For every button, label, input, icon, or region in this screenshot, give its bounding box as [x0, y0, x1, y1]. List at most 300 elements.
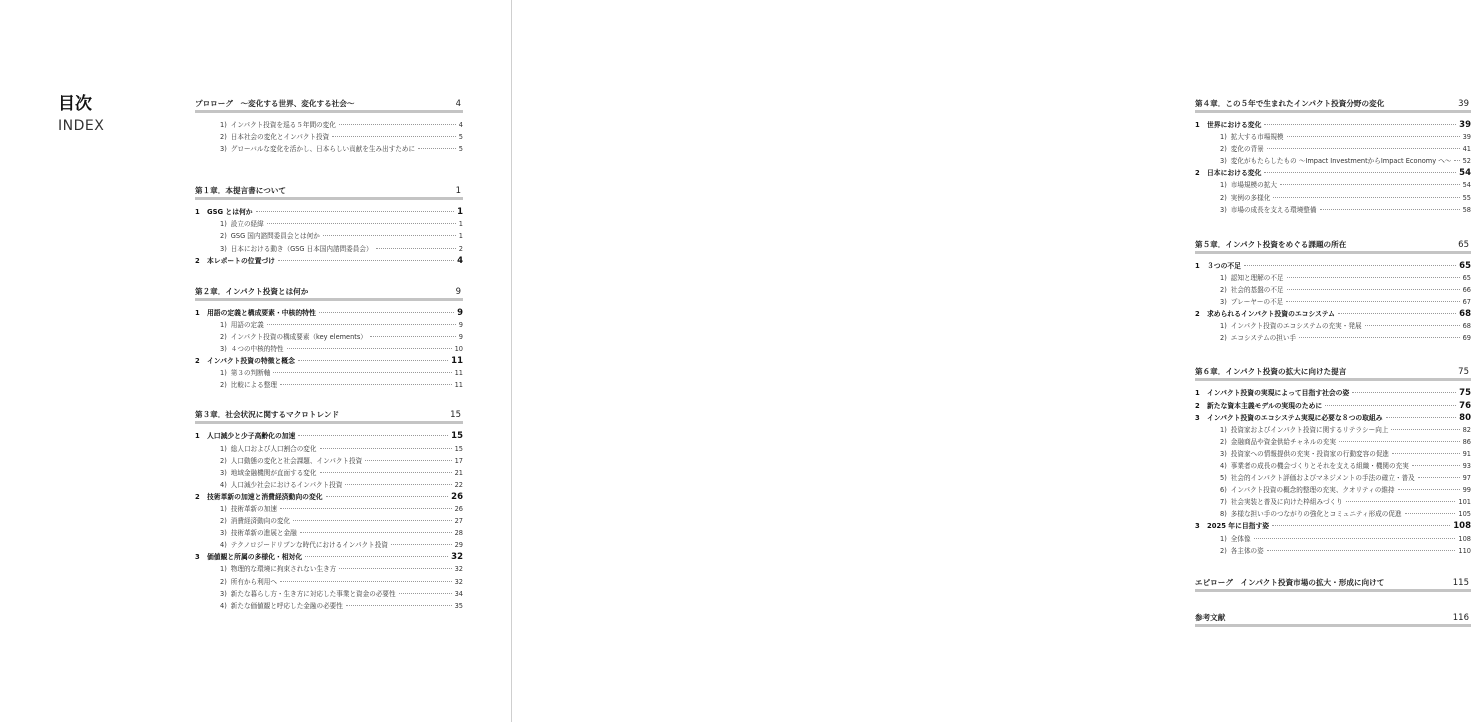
chapter-page-number: 116: [1452, 612, 1469, 623]
entry-label: [1220, 179, 1277, 191]
chapter-heading[interactable]: [195, 183, 463, 200]
entry-page-number: 39: [1462, 133, 1471, 142]
entry-label: [220, 218, 264, 230]
entry-page-number: 17: [454, 456, 463, 465]
dot-leader: [1405, 513, 1456, 514]
toc-entry-subsection[interactable]: [195, 218, 463, 230]
toc-section: [1195, 364, 1471, 556]
dot-leader: [300, 532, 452, 533]
entry-number: 3: [1195, 522, 1200, 531]
toc-entry-section[interactable]: [1195, 260, 1471, 272]
entry-number: 4): [220, 601, 227, 610]
entry-label: [1220, 448, 1389, 460]
toc-entry-subsection[interactable]: [1195, 436, 1471, 448]
chapter-heading[interactable]: [1195, 364, 1471, 381]
entry-page-number: 34: [454, 589, 463, 598]
entry-label: [1220, 436, 1336, 448]
chapter-heading[interactable]: [195, 284, 463, 301]
entry-number: 2): [220, 133, 227, 142]
toc-entry-section[interactable]: [1195, 167, 1471, 179]
chapter-heading[interactable]: [195, 407, 463, 424]
entry-label: [220, 379, 277, 391]
chapter-title: プロローグ 〜変化する世界、変化する社会〜: [195, 99, 355, 108]
entry-page-number: 82: [1462, 425, 1471, 434]
toc-entry-subsection[interactable]: [1195, 545, 1471, 557]
entry-title: 消費経済動向の変化: [230, 517, 291, 526]
entry-number: 2: [195, 492, 200, 501]
entry-number: 1: [195, 208, 200, 217]
entry-number: 3): [1220, 157, 1227, 166]
entry-number: 3): [220, 468, 227, 477]
entry-title: 金融商品や資金供給チャネルの充実: [1230, 437, 1337, 446]
entry-label: [1220, 484, 1395, 496]
toc-entry-subsection[interactable]: [1195, 472, 1471, 484]
entry-title: 日本における変化: [1207, 169, 1262, 178]
toc-entry-subsection[interactable]: [195, 527, 463, 539]
dot-leader: [418, 148, 456, 149]
entry-page-number: 26: [454, 504, 463, 513]
chapter-title: 参考文献: [1195, 612, 1226, 622]
dot-leader: [339, 568, 451, 569]
entry-number: 2: [195, 256, 200, 265]
entry-page-number: 101: [1458, 498, 1471, 507]
dot-leader: [319, 312, 454, 313]
toc-entry-subsection[interactable]: [1195, 448, 1471, 460]
entry-label: [220, 343, 284, 355]
dot-leader: [1365, 325, 1460, 326]
entry-number: 2): [220, 456, 227, 465]
entry-number: 2): [220, 232, 227, 241]
entry-title: 各主体の姿: [1230, 546, 1264, 555]
dot-leader: [391, 544, 452, 545]
entry-number: 3): [1220, 298, 1227, 307]
entry-title: 実例の多様化: [1230, 193, 1271, 202]
toc-entry-section[interactable]: [1195, 400, 1471, 412]
toc-entry-section[interactable]: [195, 430, 463, 442]
dot-leader: [1392, 453, 1460, 454]
entry-label: [1195, 167, 1261, 179]
entry-title: GSG 国内諮問委員会とは何か: [230, 232, 320, 241]
entry-number: 1: [1195, 389, 1200, 398]
entry-number: 1): [220, 565, 227, 574]
dot-leader: [267, 223, 456, 224]
entry-title: 人口減少と少子高齢化の加速: [207, 432, 296, 441]
entry-label: [1220, 545, 1264, 557]
entry-number: 2): [1220, 285, 1227, 294]
entry-title: 日本社会の変化とインパクト投資: [230, 133, 330, 142]
entry-label: [1220, 204, 1317, 216]
toc-entry-subsection[interactable]: [195, 467, 463, 479]
toc-section: [1195, 575, 1471, 592]
entry-number: 2: [1195, 169, 1200, 178]
dot-leader: [1267, 148, 1460, 149]
entry-number: 2: [195, 357, 200, 366]
toc-entries: [195, 301, 463, 392]
entry-label: [220, 119, 336, 131]
entry-label: [1220, 508, 1402, 520]
entry-page-number: 32: [454, 577, 463, 586]
entry-label: [195, 206, 253, 218]
entry-label: [1220, 272, 1284, 284]
toc-entry-subsection[interactable]: [1195, 179, 1471, 191]
entry-number: 3): [220, 529, 227, 538]
entry-title: 市場の成長を支える環境整備: [1230, 205, 1317, 214]
dot-leader: [1264, 124, 1456, 125]
entry-label: [220, 576, 277, 588]
entry-page-number: 32: [451, 552, 463, 563]
toc-entry-subsection[interactable]: [1195, 131, 1471, 143]
toc-entry-subsection[interactable]: [195, 515, 463, 527]
toc-subtitle: INDEX: [58, 118, 105, 134]
chapter-page-number: 4: [455, 99, 461, 109]
toc-entry-subsection[interactable]: [1195, 460, 1471, 472]
right-toc-column: [1195, 96, 1471, 627]
entry-page-number: 54: [1459, 168, 1471, 179]
toc-entries: [195, 200, 463, 266]
dot-leader: [278, 260, 454, 261]
entry-title: 市場規模の拡大: [1230, 181, 1277, 190]
toc-entry-subsection[interactable]: [195, 131, 463, 143]
dot-leader: [298, 360, 448, 361]
dot-leader: [326, 496, 449, 497]
entry-number: 1: [195, 308, 200, 317]
toc-entry-subsection[interactable]: [1195, 320, 1471, 332]
entry-page-number: 1: [457, 207, 463, 218]
entry-title: インパクト投資を巡る５年間の変化: [230, 121, 336, 129]
toc-entry-section[interactable]: [1195, 520, 1471, 532]
toc-entry-subsection[interactable]: [1195, 332, 1471, 344]
entry-label: [220, 455, 362, 467]
entry-page-number: 75: [1459, 388, 1471, 399]
chapter-heading[interactable]: [1195, 610, 1471, 627]
entry-number: 1): [1220, 425, 1227, 434]
entry-title: 世界における変化: [1207, 121, 1262, 129]
entry-page-number: 1: [458, 232, 463, 241]
entry-number: 2): [220, 381, 227, 390]
toc-entry-subsection[interactable]: [195, 600, 463, 612]
entry-page-number: 69: [1462, 334, 1471, 343]
toc-entry-section[interactable]: [195, 355, 463, 367]
entry-number: 2): [220, 332, 227, 341]
chapter-heading[interactable]: [195, 96, 463, 113]
entry-title: 変化の背景: [1230, 145, 1264, 154]
toc-entry-subsection[interactable]: [195, 588, 463, 600]
dot-leader: [280, 581, 452, 582]
dot-leader: [370, 336, 456, 337]
chapter-page-number: 39: [1458, 99, 1469, 109]
entry-title: 総人口および人口割合の変化: [230, 444, 317, 453]
toc-entry-section[interactable]: [195, 551, 463, 563]
toc-entry-subsection[interactable]: [1195, 284, 1471, 296]
entry-label: [220, 367, 270, 379]
entry-title: 変化がもたらしたもの 〜Impact InvestmentからImpact Economy へ〜: [1230, 157, 1452, 166]
entry-number: 1): [220, 369, 227, 378]
dot-leader: [399, 593, 452, 594]
entry-page-number: 15: [454, 444, 463, 453]
entry-page-number: 5: [458, 145, 463, 154]
entry-label: [1220, 192, 1270, 204]
dot-leader: [323, 235, 456, 236]
entry-title: ４つの中核的特性: [230, 345, 284, 354]
entry-label: [1220, 460, 1409, 472]
toc-entry-subsection[interactable]: [195, 576, 463, 588]
toc-entry-section[interactable]: [195, 307, 463, 319]
entry-title: エコシステムの担い手: [1230, 334, 1297, 343]
entry-number: 3): [1220, 205, 1227, 214]
chapter-heading[interactable]: [1195, 96, 1471, 113]
dot-leader: [1412, 465, 1460, 466]
entry-page-number: 4: [458, 121, 463, 129]
toc-entry-subsection[interactable]: [195, 379, 463, 391]
entry-label: [195, 430, 295, 442]
left-toc-column: [195, 96, 463, 612]
entry-page-number: 58: [1462, 205, 1471, 214]
entry-number: 3): [220, 345, 227, 354]
entry-label: [1220, 533, 1251, 545]
entry-page-number: 39: [1459, 120, 1471, 130]
entry-label: [1195, 412, 1383, 424]
entry-number: 1): [1220, 273, 1227, 282]
toc-entry-section[interactable]: [195, 491, 463, 503]
entry-label: [220, 230, 320, 242]
entry-title: 価値観と所属の多様化・相対化: [207, 553, 303, 562]
entry-title: GSG とは何か: [207, 208, 253, 217]
entry-label: [1220, 143, 1264, 155]
entry-page-number: 35: [454, 601, 463, 610]
entry-title: インパクト投資のエコシステムの充実・発展: [1230, 322, 1362, 331]
toc-entries: [195, 424, 463, 611]
dot-leader: [1398, 489, 1460, 490]
entry-number: 3: [1195, 413, 1200, 422]
toc-entry-subsection[interactable]: [1195, 424, 1471, 436]
entry-label: [220, 479, 342, 491]
entry-title: 技術革新の加速と消費経済動向の変化: [207, 492, 323, 501]
entry-label: [220, 588, 396, 600]
entry-number: 2): [1220, 145, 1227, 154]
toc-section: [1195, 610, 1471, 627]
toc-entry-subsection[interactable]: [195, 143, 463, 155]
chapter-title: 第６章．インパクト投資の拡大に向けた提言: [1195, 367, 1347, 377]
entry-number: 4): [1220, 461, 1227, 470]
entry-title: 新たな価値観と呼応した金融の必要性: [230, 601, 343, 610]
dot-leader: [267, 324, 456, 325]
entry-title: 新たな暮らし方・生き方に対応した事業と資金の必要性: [230, 589, 396, 598]
entry-number: 2): [220, 517, 227, 526]
toc-entry-subsection[interactable]: [195, 503, 463, 515]
chapter-heading[interactable]: [1195, 237, 1471, 254]
toc-section: [195, 183, 463, 266]
toc-entry-subsection[interactable]: [195, 119, 463, 131]
toc-entry-subsection[interactable]: [1195, 508, 1471, 520]
toc-section: [195, 96, 463, 155]
entry-title: インパクト投資の特徴と概念: [207, 357, 295, 366]
entry-page-number: 9: [458, 332, 463, 341]
entry-title: 本レポートの位置づけ: [207, 256, 275, 265]
entry-title: 社会的インパクト評価およびマネジメントの手法の確立・普及: [1230, 474, 1415, 483]
toc-entry-section[interactable]: [1195, 308, 1471, 320]
entry-label: [220, 243, 373, 255]
dot-leader: [1254, 538, 1456, 539]
entry-page-number: 15: [451, 431, 463, 442]
dot-leader: [1418, 477, 1460, 478]
dot-leader: [332, 136, 456, 137]
entry-title: 技術革新の進展と金融: [230, 529, 297, 538]
dot-leader: [320, 472, 452, 473]
chapter-title: 第５章．インパクト投資をめぐる課題の所在: [1195, 239, 1347, 249]
dot-leader: [298, 435, 448, 436]
entry-label: [1195, 260, 1241, 272]
entry-title: 人口動態の変化と社会課題、インパクト投資: [230, 456, 363, 465]
entry-title: 社会実装と普及に向けた枠組みづくり: [1230, 498, 1343, 507]
chapter-title: 第４章．この５年で生まれたインパクト投資分野の変化: [1195, 99, 1385, 108]
dot-leader: [1280, 184, 1460, 185]
entry-title: 日本における動き（GSG 日本国内諮問委員会）: [230, 244, 373, 253]
entry-page-number: 9: [457, 307, 463, 318]
entry-label: [1220, 296, 1283, 308]
chapter-page-number: 9: [455, 286, 461, 297]
entry-number: 1: [1195, 261, 1200, 270]
entry-page-number: 65: [1459, 260, 1471, 271]
entry-page-number: 26: [451, 491, 463, 502]
entry-page-number: 2: [458, 244, 463, 253]
toc-entry-subsection[interactable]: [195, 343, 463, 355]
toc-entries: [1195, 381, 1471, 556]
entry-label: [1220, 131, 1284, 143]
entry-page-number: 91: [1462, 449, 1471, 458]
toc-entry-subsection[interactable]: [195, 230, 463, 242]
dot-leader: [1286, 301, 1459, 302]
entry-label: [1220, 284, 1284, 296]
entry-number: 1): [1220, 322, 1227, 331]
toc-entry-subsection[interactable]: [195, 539, 463, 551]
dot-leader: [1272, 525, 1450, 526]
entry-page-number: 28: [454, 529, 463, 538]
toc-entry-subsection[interactable]: [195, 479, 463, 491]
entry-title: 比較による整理: [230, 381, 277, 390]
entry-page-number: 29: [454, 541, 463, 550]
toc-entry-subsection[interactable]: [1195, 272, 1471, 284]
toc-entry-subsection[interactable]: [195, 331, 463, 343]
entry-page-number: 97: [1462, 474, 1471, 483]
dot-leader: [345, 484, 451, 485]
dot-leader: [320, 448, 452, 449]
toc-entry-subsection[interactable]: [1195, 496, 1471, 508]
entry-page-number: 86: [1462, 437, 1471, 446]
toc-entries: [195, 113, 463, 155]
entry-title: 2025 年に目指す姿: [1207, 522, 1270, 531]
toc-entry-subsection[interactable]: [1195, 192, 1471, 204]
entry-title: 認知と理解の不足: [1230, 273, 1284, 282]
toc-entry-subsection[interactable]: [195, 319, 463, 331]
toc-entry-subsection[interactable]: [1195, 484, 1471, 496]
entry-label: [1220, 496, 1343, 508]
entry-title: 用語の定義: [230, 320, 264, 329]
entry-page-number: 21: [454, 468, 463, 477]
chapter-heading[interactable]: [1195, 575, 1471, 592]
entry-page-number: 22: [454, 480, 463, 489]
toc-entry-subsection[interactable]: [195, 563, 463, 575]
chapter-title: 第３章．社会状況に関するマクロトレンド: [195, 410, 340, 420]
toc-entry-subsection[interactable]: [195, 367, 463, 379]
toc-entry-subsection[interactable]: [1195, 143, 1471, 155]
dot-leader: [1346, 501, 1456, 502]
toc-entry-section[interactable]: [195, 255, 463, 267]
dot-leader: [256, 211, 454, 212]
dot-leader: [1386, 417, 1457, 418]
entry-number: 4): [220, 480, 227, 489]
toc-entry-subsection[interactable]: [1195, 296, 1471, 308]
entry-title: 所有から利用へ: [230, 577, 277, 586]
entry-label: [220, 563, 336, 575]
entry-number: 1): [220, 504, 227, 513]
entry-page-number: 11: [454, 369, 463, 378]
toc-entry-section[interactable]: [195, 206, 463, 218]
entry-title: 設立の経緯: [230, 220, 264, 229]
entry-number: 2): [1220, 193, 1227, 202]
toc-entry-subsection[interactable]: [1195, 204, 1471, 216]
entry-label: [195, 551, 302, 563]
entry-number: 1): [1220, 534, 1227, 543]
entry-page-number: 55: [1462, 193, 1471, 202]
entry-label: [1220, 472, 1415, 484]
toc-entry-subsection[interactable]: [195, 455, 463, 467]
entry-number: 2): [220, 577, 227, 586]
dot-leader: [1391, 429, 1459, 430]
entry-title: 人口減少社会におけるインパクト投資: [230, 480, 343, 489]
chapter-page-number: 15: [450, 410, 461, 421]
toc-entry-subsection[interactable]: [1195, 155, 1471, 167]
dot-leader: [339, 124, 456, 125]
entry-page-number: 108: [1453, 521, 1471, 532]
entry-label: [1195, 520, 1269, 532]
entry-number: 1): [220, 444, 227, 453]
dot-leader: [1338, 313, 1456, 314]
chapter-page-number: 75: [1458, 367, 1469, 378]
dot-leader: [293, 520, 451, 521]
dot-leader: [1287, 277, 1460, 278]
dot-leader: [287, 348, 452, 349]
toc-entry-section[interactable]: [1195, 119, 1471, 131]
dot-leader: [1244, 265, 1456, 266]
entry-title: 事業者の成長の機会づくりとそれを支える組織・機関の充実: [1230, 461, 1409, 470]
entry-title: 投資家およびインパクト投資に関するリテラシー向上: [1230, 425, 1389, 434]
entry-title: 新たな資本主義モデルの実現のために: [1207, 401, 1323, 410]
dot-leader: [1299, 337, 1460, 338]
entry-title: グローバルな変化を活かし、日本らしい貢献を生み出すために: [230, 145, 416, 154]
entry-label: [1220, 320, 1362, 332]
entry-title: インパクト投資の実現によって目指す社会の姿: [1207, 389, 1350, 398]
dot-leader: [1264, 172, 1456, 173]
entry-label: [1220, 332, 1296, 344]
toc-entry-section[interactable]: [1195, 387, 1471, 399]
entry-title: 全体像: [1230, 534, 1251, 543]
toc-entry-section[interactable]: [1195, 412, 1471, 424]
chapter-page-number: 115: [1452, 577, 1469, 588]
entry-page-number: 105: [1458, 510, 1471, 519]
toc-entries: [1195, 254, 1471, 345]
dot-leader: [1287, 289, 1460, 290]
entry-number: 1): [220, 121, 227, 129]
toc-entry-subsection[interactable]: [1195, 533, 1471, 545]
toc-entry-subsection[interactable]: [195, 443, 463, 455]
entry-label: [220, 600, 343, 612]
dot-leader: [376, 248, 456, 249]
entry-number: 5): [1220, 474, 1227, 483]
entry-title: 物理的な環境に拘束されない生き方: [230, 565, 337, 574]
left-page: [0, 0, 511, 722]
chapter-title: 第２章．インパクト投資とは何か: [195, 286, 309, 296]
toc-entry-subsection[interactable]: [195, 243, 463, 255]
